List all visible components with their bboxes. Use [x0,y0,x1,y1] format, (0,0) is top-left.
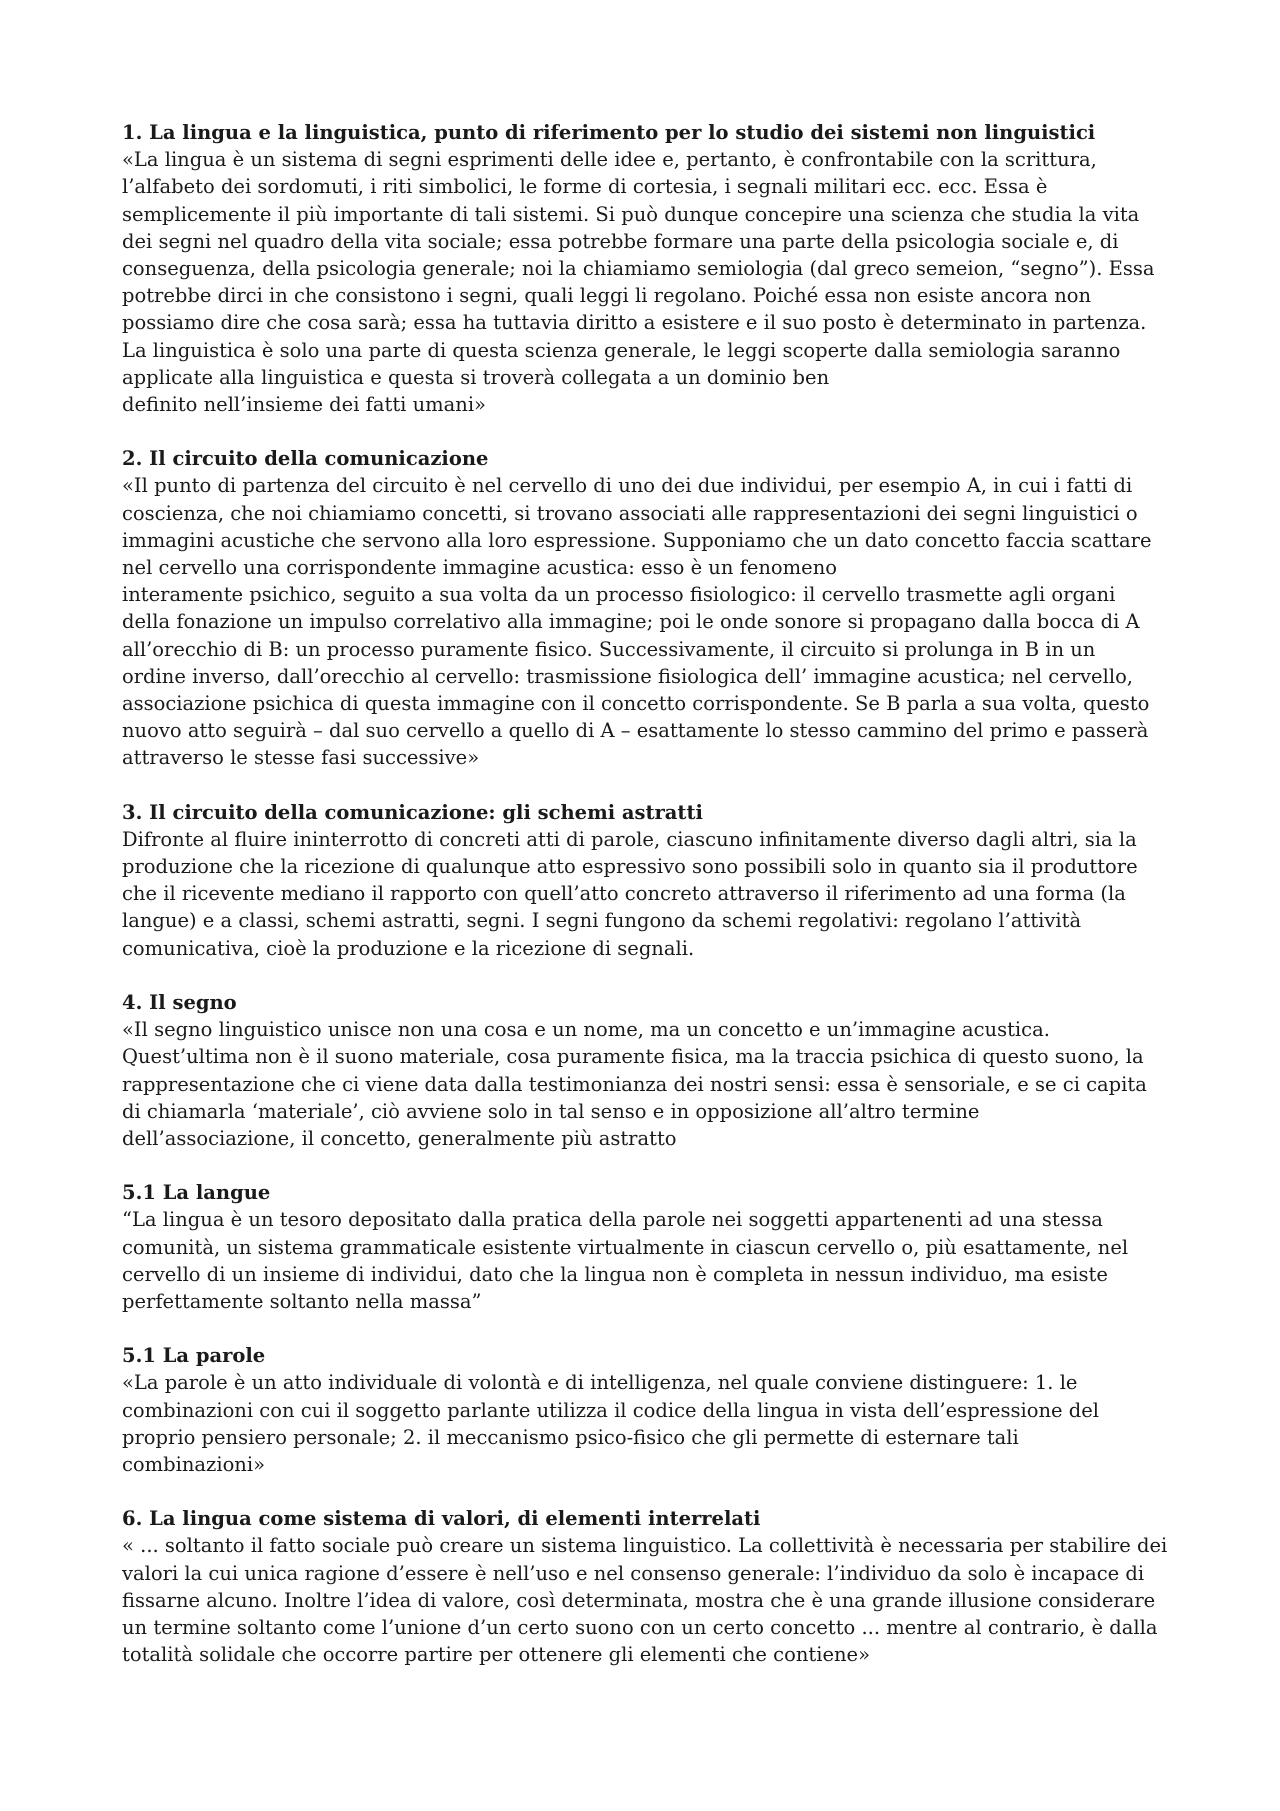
body-text-line: «Il segno linguistico unisce non una cosa e un nome, ma un concetto e un’immagine acustica. [122,1018,1050,1042]
body-text-line: comunicativa, cioè la produzione e la ricezione di segnali. [122,936,695,960]
body-text-line: definito nell’insieme dei fatti umani» [122,393,486,417]
body-text-line: perfettamente soltanto nella massa” [122,1289,482,1313]
body-text-line: semplicemente il più importante di tali sistemi. Si può dunque concepire una scienza che studia la vita [122,202,1140,226]
body-text-line: totalità solidale che occorre partire per ottenere gli elementi che contiene» [122,1643,871,1667]
body-text-line: di chiamarla ‘materiale’, ciò avviene solo in tal senso e in opposizione all’altro termine [122,1099,980,1123]
document-section [122,799,1172,962]
body-text-line: combinazioni con cui il soggetto parlante utilizza il codice della lingua in vista dell’espressione del [122,1398,1100,1422]
body-text-line: un termine soltanto come l’unione d’un certo suono con un certo concetto ... mentre al contrario, è dalla [122,1615,1158,1639]
document-section [122,1505,1172,1668]
body-text-line: potrebbe dirci in che consistono i segni, quali leggi li regolano. Poiché essa non esiste ancora non [122,284,1092,308]
body-text-line: langue) e a classi, schemi astratti, segni. I segni fungono da schemi regolativi: regolano l’attività [122,909,1082,933]
body-text-line: associazione psichica di questa immagine con il concetto corrispondente. Se B parla a sua volta, questo [122,692,1150,716]
body-text-line: dei segni nel quadro della vita sociale; essa potrebbe formare una parte della psicologia sociale e, di [122,229,1119,253]
body-text-line: produzione che la ricezione di qualunque atto espressivo sono possibili solo in quanto sia il produttore [122,855,1138,879]
body-text-line: all’orecchio di B: un processo puramente fisico. Successivamente, il circuito si prolunga in B in un [122,637,1096,661]
document-section [122,445,1172,771]
body-text-line: nel cervello una corrispondente immagine acustica: esso è un fenomeno [122,556,838,580]
section-heading: 1. La lingua e la linguistica, punto di riferimento per lo studio dei sistemi non linguistici [122,121,1096,144]
body-text-line: Difronte al fluire ininterrotto di concreti atti di parole, ciascuno infinitamente diverso dagli altri, sia la [122,827,1137,851]
body-text-line: possiamo dire che cosa sarà; essa ha tuttavia diritto a esistere e il suo posto è determinato in partenza. [122,311,1147,335]
document-section [122,1179,1172,1315]
body-text-line: « ... soltanto il fatto sociale può creare un sistema linguistico. La collettività è necessaria per stabilire dei [122,1534,1168,1558]
body-text-line: Quest’ultima non è il suono materiale, cosa puramente fisica, ma la traccia psichica di questo suono, la [122,1045,1144,1069]
body-text-line: nuovo atto seguirà – dal suo cervello a quello di A – esattamente lo stesso cammino del primo e passerà [122,719,1149,743]
body-text-line: attraverso le stesse fasi successive» [122,746,480,770]
section-heading: 6. La lingua come sistema di valori, di elementi interrelati [122,1507,761,1531]
body-text-line: «Il punto di partenza del circuito è nel cervello di uno dei due individui, per esempio A, in cui i fatti di [122,474,1133,498]
body-text-line: «La parole è un atto individuale di volontà e di intelligenza, nel quale conviene distinguere: 1. le [122,1371,1078,1395]
section-heading: 5.1 La langue [122,1181,271,1205]
body-text-line: dell’associazione, il concetto, generalmente più astratto [122,1126,677,1150]
section-heading: 2. Il circuito della comunicazione [122,447,489,471]
body-text-line: che il ricevente mediano il rapporto con quell’atto concreto attraverso il riferimento ad una forma (la [122,882,1126,906]
document-section [122,1342,1172,1478]
body-text-line: comunità, un sistema grammaticale esistente virtualmente in ciascun cervello o, più esattamente, nel [122,1235,1129,1259]
section-heading: 3. Il circuito della comunicazione: gli schemi astratti [122,800,703,824]
body-text-line: conseguenza, della psicologia generale; noi la chiamiamo semiologia (dal greco semeion, “segno”). Essa [122,257,1155,281]
body-text-line: «La lingua è un sistema di segni esprimenti delle idee e, pertanto, è confrontabile con la scrittura, [122,148,1097,172]
body-text-line: proprio pensiero personale; 2. il meccanismo psico-fisico che gli permette di esternare tali [122,1425,1019,1449]
section-heading: 5.1 La parole [122,1344,266,1368]
document-section [122,119,1172,418]
body-text-line: ordine inverso, dall’orecchio al cervello: trasmissione fisiologica dell’ immagine acustica; nel cervello, [122,664,1134,688]
body-text-line: della fonazione un impulso correlativo alla immagine; poi le onde sonore si propagano dalla bocca di A [122,610,1140,634]
body-text-line: interamente psichico, seguito a sua volta da un processo fisiologico: il cervello trasmette agli organi [122,583,1116,607]
body-text-line: fissarne alcuno. Inoltre l’idea di valore, così determinata, mostra che è una grande illusione considerare [122,1588,1156,1612]
body-text-line: cervello di un insieme di individui, dato che la lingua non è completa in nessun individuo, ma esiste [122,1262,1108,1286]
body-text-line: valori la cui unica ragione d’essere è nell’uso e nel consenso generale: l’individuo da solo è incapace di [122,1561,1145,1585]
section-heading: 4. Il segno [122,990,237,1014]
body-text-line: applicate alla linguistica e questa si troverà collegata a un dominio ben [122,365,830,389]
body-text-line: coscienza, che noi chiamiamo concetti, si trovano associati alle rappresentazioni dei segni linguistici o [122,501,1138,525]
document-section [122,989,1172,1152]
body-text-line: La linguistica è solo una parte di questa scienza generale, le leggi scoperte dalla semiologia saranno [122,338,1121,362]
body-text-line: “La lingua è un tesoro depositato dalla pratica della parole nei soggetti appartenenti ad una stessa [122,1208,1103,1232]
document-body [122,119,1172,1695]
body-text-line: l’alfabeto dei sordomuti, i riti simbolici, le forme di cortesia, i segnali militari ecc. ecc. Essa è [122,175,1048,199]
body-text-line: rappresentazione che ci viene data dalla testimonianza dei nostri sensi: essa è sensoriale, e se ci capita [122,1072,1147,1096]
body-text-line: combinazioni» [122,1452,266,1476]
body-text-line: immagini acustiche che servono alla loro espressione. Supponiamo che un dato concetto faccia scattare [122,528,1152,552]
